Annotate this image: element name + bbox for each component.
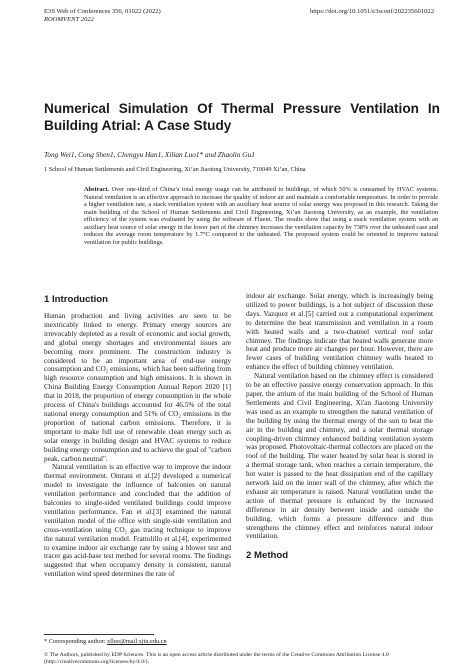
corresponding-label: * Corresponding author: <box>44 638 106 645</box>
abstract-label: Abstract. <box>84 186 110 193</box>
abstract-text: Over one-third of China’s total energy usage can be attributed to buildings, of which 50% is consumed by HVAC systems. Natural ventilation is an effective approach to increase the quality of indoor air and maintain a comfortable temperature. In order to provide a higher ventilation rate, a stack ventilation system with an auxiliary heat source of solar energy was proposed in this research. Taking the main building of the School of Human Settlements and Civil Engineering, Xi’an Jiaotong University, as an example, the ventilation efficiency of the system was evaluated by using the software of Fluent. The results show that using a stack ventilation system with an auxiliary heat source of solar energy in the lower part of the chimney increases the ventilation capacity by 738% over the unheated case and reduces the average room temperature by 1.7°C compared to the unheated. The proposed system could be oriented to improve natural ventilation for public buildings. <box>84 186 438 246</box>
paper-title: Numerical Simulation Of Thermal Pressure Ventilation In Building Atrial: A Case Study <box>44 101 440 133</box>
author-names: Tong Wei1, Cong Shen1, Chengyu Han1, Xilian Luo1* and Zhaolin Gu1 <box>44 150 255 159</box>
left-column <box>44 292 231 579</box>
corresponding-author <box>44 638 167 646</box>
corresponding-email-link[interactable]: xlluo@mail.xjtu.edu.cn <box>107 638 167 645</box>
running-header-left <box>44 8 161 24</box>
body-paragraph: Natural ventilation based on the chimney effect is considered to be an effective passive energy conservation approach. In this paper, the atrium of the main building of the School of Human Settlements and Civil Engineering, Xi'an Jiaotong University was used as an example to strengthen the natural ventilation of the building by using the thermal energy of the sun to heat the air in the building and chimney, and a solar thermal storage coupling-driven chimney enhanced building ventilation system was proposed. Photovoltaic-thermal collectors are placed on the roof of the building. The water heated by solar heat is stored in a thermal storage tank, when reaches a certain temperature, the hot water is passed to the heat dissipation end of the capillary network laid on the inner wall of the chimney, after which the exhaust air temperature is raised. Natural ventilation under the action of thermal pressure is enhanced by the increased difference in air density between inside and outside the building, which forms a pressure difference and thus strengthens the chimney effect and reinforces natural indoor ventilation. <box>246 372 433 541</box>
author-list <box>44 150 440 159</box>
conference-name: ROOMVENT 2022 <box>44 16 94 23</box>
doi-link[interactable]: https://doi.org/10.1051/e3sconf/202235601022 <box>309 8 434 15</box>
journal-citation: E3S Web of Conferences 356, 01022 (2022) <box>44 8 161 15</box>
right-column <box>246 292 433 568</box>
abstract <box>84 186 438 246</box>
section-heading-method: 2 Method <box>246 550 289 562</box>
body-paragraph: Human production and living activities are seen to be inextricably linked to energy. Primary energy sources are irrevocably depleted as a result of economic and social growth, and global energy shortages and environmental issues are becoming more prominent. The construction industry is considered to be an important area of end-use energy consumption and CO₂ emissions, which has been suffering from high resource consumption and high emissions. It is shown in China Building Energy Consumption Annual Report 2020 [1] that in 2018, the proportion of energy consumption in the whole process of China's buildings accounted for 46.5% of the total national energy consumption and 51% of CO₂ emissions in the proportion of national carbon emissions. Therefore, it is important to make full use of renewable clean energy such as solar energy in building design and HVAC systems to reduce building energy consumption and to achieve the goal of "carbon peak, carbon neutral". <box>44 312 231 463</box>
footnote-rule <box>44 634 154 635</box>
affiliation: 1 School of Human Settlements and Civil Engineering, Xi’an Jiaotong University, 710049 Xi’an, China <box>44 166 306 173</box>
license-footer: © The Authors, published by EDP Sciences. This is an open access article distributed under the terms of the Creative Commons Attribution License 4.0 (http://creativecommons.org/licenses/by/4.0/). <box>44 652 389 665</box>
body-paragraph: Natural ventilation is an effective way to improve the indoor thermal environment. Omrani et al.[2] developed a numerical model to investigate the influence of balconies on natural ventilation performance and concluded that the addition of balconies to single-sided ventilated buildings could improve ventilation performance. Fan et al.[3] examined the natural ventilation model of the office with single-side ventilation and cross-ventilation using CO₂ gas tracing technique to improve the natural ventilation model. Frattolillo et al.[4], experimented to examine indoor air exchange rate by using a blower test and tracer gas acid-base test method for several rooms. The findings suggested that when occupancy density is consistent, natural ventilation wind speed determines the rate of <box>44 463 231 579</box>
section-heading-introduction: 1 Introduction <box>44 294 108 305</box>
body-paragraph: indoor air exchange. Solar energy, which is increasingly being utilized to power buildings, is a hot subject of discussion these days. Vazquez et al.[5] carried out a computational experiment to determine the heat transmission and ventilation in a room with heated walls and a two-channel vertical roof solar chimney. The findings indicate that heated walls generate more heat and produce more air changes per hour. However, there are fewer cases of building ventilation chimney walls heated to enhance the effect of building chimney ventilation. <box>246 292 433 372</box>
